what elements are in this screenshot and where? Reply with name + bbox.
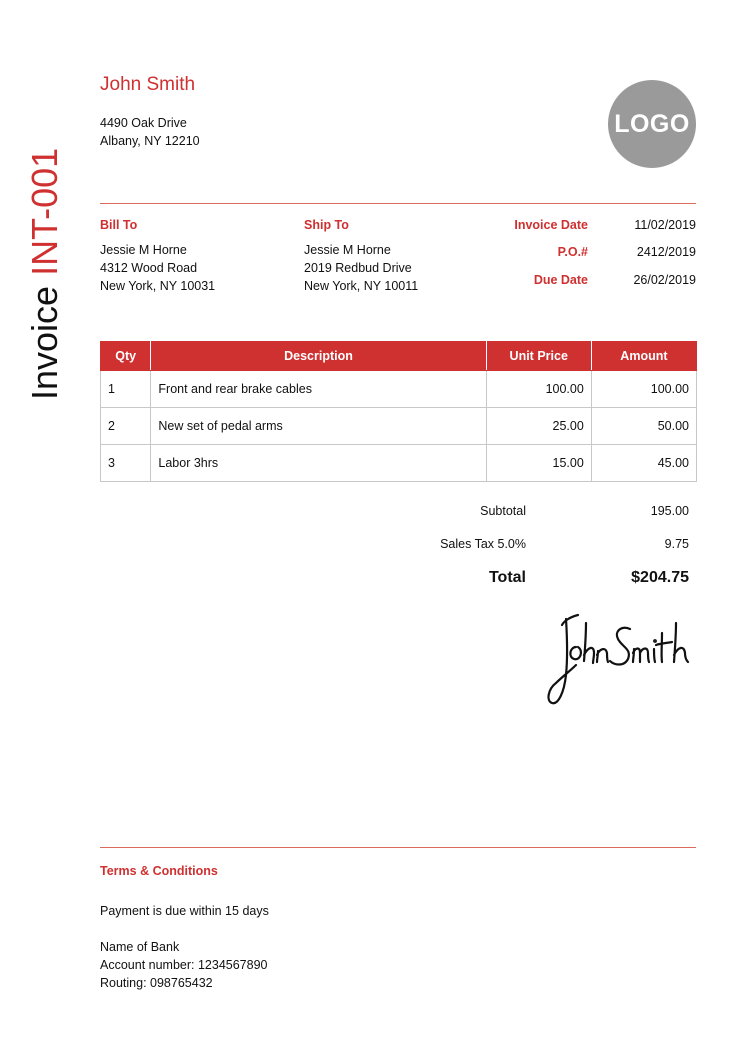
- total-label: Total: [488, 569, 526, 586]
- bill-to-line2: New York, NY 10031: [100, 279, 216, 293]
- header-qty: Qty: [101, 342, 151, 371]
- tax-label: Sales Tax 5.0%: [440, 537, 526, 551]
- subtotal-value: 195.00: [650, 504, 689, 518]
- row-description: Labor 3hrs: [151, 445, 486, 482]
- company-logo: LOGO: [608, 80, 696, 168]
- row-description: New set of pedal arms: [151, 408, 486, 445]
- bill-to-line1: 4312 Wood Road: [100, 261, 198, 275]
- row-qty: 1: [101, 371, 151, 408]
- bill-to-name: Jessie M Horne: [100, 243, 187, 257]
- row-unit-price: 25.00: [486, 408, 591, 445]
- signature: [530, 605, 700, 715]
- bill-to-address: [100, 241, 215, 295]
- invoice-number: INT-001: [24, 147, 65, 276]
- row-unit-price: 15.00: [486, 445, 591, 482]
- po-label: P.O.#: [557, 245, 588, 259]
- account-number: Account number: 1234567890: [100, 958, 268, 972]
- bill-to-label: Bill To: [100, 218, 138, 232]
- invoice-date-value: 11/02/2019: [634, 218, 696, 232]
- header-amount: Amount: [591, 342, 696, 371]
- header-description: Description: [151, 342, 486, 371]
- seller-address-line2: Albany, NY 12210: [100, 134, 200, 148]
- row-amount: 45.00: [591, 445, 696, 482]
- ship-to-address: [304, 241, 418, 295]
- ship-to-section: [304, 218, 418, 295]
- table-row: [101, 445, 697, 482]
- table-header-row: [101, 342, 697, 371]
- ship-to-line2: New York, NY 10011: [304, 279, 419, 293]
- subtotal-label: Subtotal: [480, 504, 526, 518]
- invoice-title-word: Invoice: [24, 285, 65, 400]
- payment-note: Payment is due within 15 days: [100, 904, 269, 918]
- row-qty: 2: [101, 408, 151, 445]
- due-date-value: 26/02/2019: [633, 273, 696, 287]
- routing-number: Routing: 098765432: [100, 976, 213, 990]
- line-items-table: [100, 341, 697, 482]
- due-date-label: Due Date: [533, 273, 588, 287]
- bank-name: Name of Bank: [100, 940, 180, 954]
- terms-title: Terms & Conditions: [100, 864, 218, 878]
- ship-to-name: Jessie M Horne: [304, 243, 391, 257]
- ship-to-line1: 2019 Redbud Drive: [304, 261, 412, 275]
- footer-divider: [100, 847, 696, 848]
- invoice-date-label: Invoice Date: [514, 218, 588, 232]
- total-value: $204.75: [631, 569, 689, 586]
- row-unit-price: 100.00: [486, 371, 591, 408]
- po-value: 2412/2019: [636, 245, 696, 259]
- ship-to-label: Ship To: [304, 218, 349, 232]
- invoice-title: [25, 148, 65, 400]
- tax-value: 9.75: [664, 537, 689, 551]
- seller-address: [100, 114, 200, 150]
- seller-name: John Smith: [100, 74, 196, 95]
- table-row: [101, 408, 697, 445]
- seller-address-line1: 4490 Oak Drive: [100, 116, 187, 130]
- row-qty: 3: [101, 445, 151, 482]
- row-amount: 100.00: [591, 371, 696, 408]
- row-amount: 50.00: [591, 408, 696, 445]
- bank-details: [100, 938, 268, 992]
- header-unit-price: Unit Price: [486, 342, 591, 371]
- header-divider: [100, 203, 696, 204]
- table-row: [101, 371, 697, 408]
- bill-to-section: [100, 218, 215, 295]
- row-description: Front and rear brake cables: [151, 371, 486, 408]
